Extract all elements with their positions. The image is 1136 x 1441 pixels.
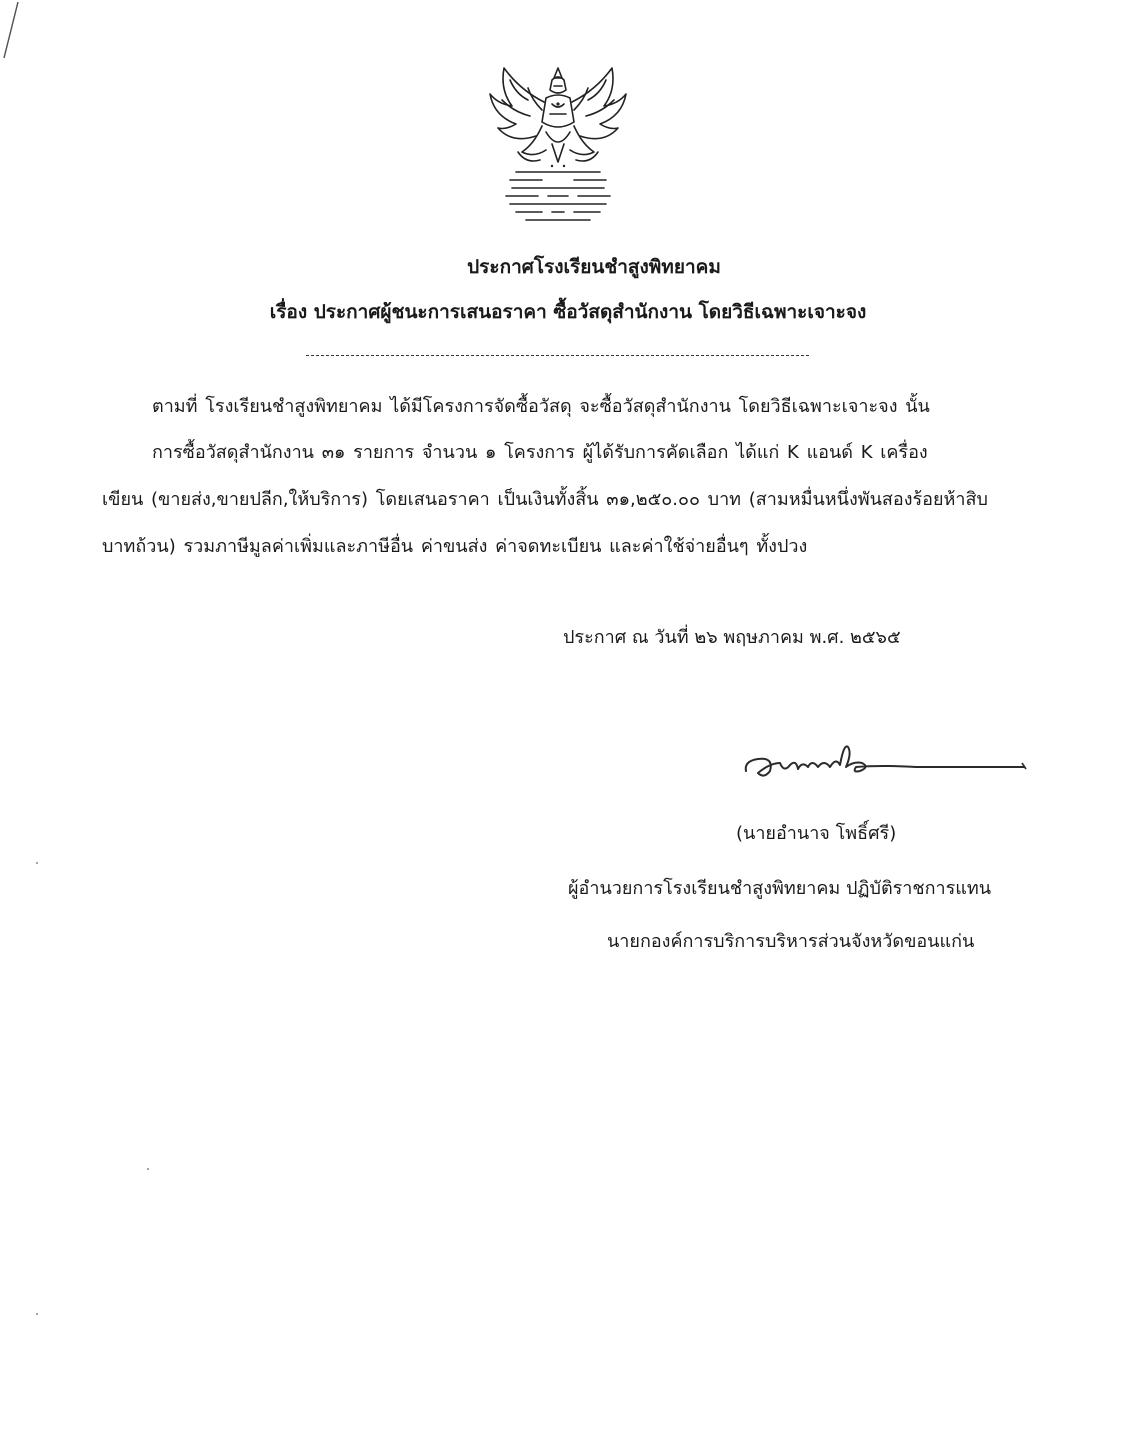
body-paragraph-line: เขียน (ขายส่ง,ขายปลีก,ให้บริการ) โดยเสนอราคา เป็นเงินทั้งสิ้น ๓๑,๒๕๐.๐๐ บาท (สามหมื่นหนึ่งพันสองร้อยห้าสิบ xyxy=(102,489,988,510)
scan-mark-icon xyxy=(0,0,30,80)
signatory-title-continued: นายกองค์การบริการบริหารส่วนจังหวัดขอนแก่น xyxy=(607,931,975,952)
body-paragraph-line: การซื้อวัสดุสำนักงาน ๓๑ รายการ จำนวน ๑ โครงการ ผู้ได้รับการคัดเลือก ได้แก่ K แอนด์ K เครื่อง xyxy=(152,442,928,463)
body-paragraph-line: บาทถ้วน) รวมภาษีมูลค่าเพิ่มและภาษีอื่น ค่าขนส่ง ค่าจดทะเบียน และค่าใช้จ่ายอื่นๆ ทั้งปวง xyxy=(102,536,808,557)
scan-speck xyxy=(147,1168,149,1170)
handwritten-signature-icon xyxy=(740,733,1030,793)
announcement-heading: ประกาศโรงเรียนชำสูงพิทยาคม xyxy=(467,256,721,278)
announcement-subject: เรื่อง ประกาศผู้ชนะการเสนอราคา ซื้อวัสดุสำนักงาน โดยวิธีเฉพาะเจาะจง xyxy=(269,301,867,323)
scan-speck xyxy=(36,862,38,864)
signatory-title: ผู้อำนวยการโรงเรียนชำสูงพิทยาคม ปฏิบัติราชการแทน xyxy=(568,878,992,899)
scan-speck xyxy=(36,1313,38,1315)
garuda-emblem-icon xyxy=(482,60,634,228)
announcement-date: ประกาศ ณ วันที่ ๒๖ พฤษภาคม พ.ศ. ๒๕๖๕ xyxy=(563,627,901,648)
signatory-name: (นายอำนาจ โพธิ์ศรี) xyxy=(736,823,897,844)
body-paragraph-line: ตามที่ โรงเรียนชำสูงพิทยาคม ได้มีโครงการจัดซื้อวัสดุ จะซื้อวัสดุสำนักงาน โดยวิธีเฉพาะเจาะจง นั้น xyxy=(152,396,930,417)
heading-divider xyxy=(306,355,809,356)
